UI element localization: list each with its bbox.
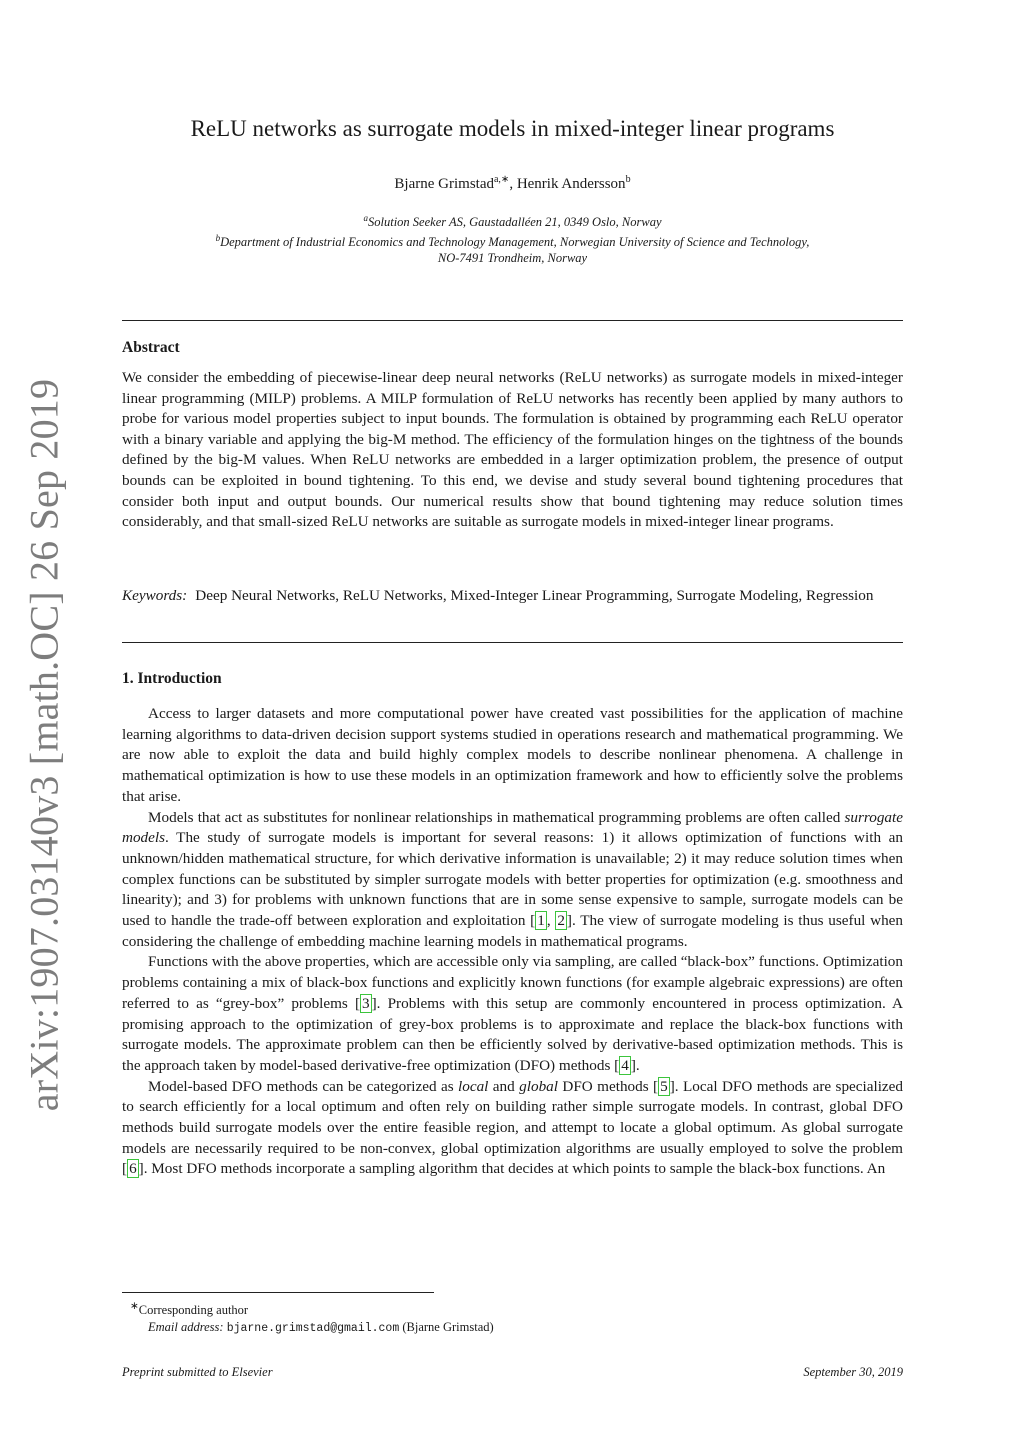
author-list: Bjarne Grimstad$^{a,∗}$, Henrik Andersson$^b$ bbox=[394, 174, 631, 192]
footer-left: Preprint submitted to Elsevier bbox=[122, 1365, 273, 1379]
author-name: Henrik Andersson bbox=[516, 176, 626, 192]
citation-link[interactable]: 4 bbox=[621, 1056, 629, 1074]
keywords-label: Keywords: bbox=[122, 587, 188, 604]
arxiv-identifier-stamp: arXiv:1907.03140v3 [math.OC] 26 Sep 2019 bbox=[21, 378, 67, 1112]
keywords-text: Deep Neural Networks, ReLU Networks, Mixed-Integer Linear Programming, Surrogate Modeling, Regression bbox=[195, 587, 874, 604]
footer-date: September 30, 2019 bbox=[803, 1365, 903, 1379]
affiliations bbox=[122, 210, 903, 266]
page-footer bbox=[122, 1365, 903, 1380]
introduction-body bbox=[122, 704, 903, 1180]
citation-link[interactable]: 6 bbox=[129, 1160, 137, 1178]
author-marks: b bbox=[625, 174, 631, 185]
citation-link[interactable]: 1 bbox=[537, 912, 545, 930]
paragraph: Models that act as substitutes for nonlinear relationships in mathematical programming problems are often called surrogate models. The study of surrogate models is important for several reasons: 1) it allows optimization of functions with an unknown/hidden mathematical structure, for which derivative information is unavailable; 2) it may reduce solution times when complex functions can be substituted by simpler surrogate models with better properties for optimization (e.g. smoothness and linearity); and 3) for problems with unknown functions that are in some sense expensive to sample, surrogate models can be used to handle the trade-off between exploration and exploitation [ 1 , 2 ]. The view of surrogate modeling is thus useful when considering the challenge of embedding machine learning models in mathematical programs. bbox=[122, 808, 904, 950]
paper-title: ReLU networks as surrogate models in mixed-integer linear programs bbox=[190, 116, 835, 141]
footnote-corresponding: ∗Corresponding author bbox=[130, 1301, 249, 1318]
affiliation-b-continued: NO-7491 Trondheim, Norway bbox=[437, 251, 588, 266]
citation-link[interactable]: 2 bbox=[557, 912, 565, 930]
affiliation-b: $^b$Department of Industrial Economics and Technology Management, Norwegian University of Science and Technology, bbox=[215, 233, 810, 250]
affiliation-a: $^a$Solution Seeker AS, Gaustadalléen 21, 0349 Oslo, Norway bbox=[363, 213, 662, 230]
footnote-email: Email address: bjarne.grimstad@gmail.com (Bjarne Grimstad) bbox=[148, 1320, 494, 1336]
top-rule bbox=[122, 320, 903, 321]
footnotes bbox=[122, 1298, 903, 1337]
email-link[interactable]: bjarne.grimstad@gmail.com bbox=[226, 1322, 400, 1336]
bottom-rule bbox=[122, 642, 903, 643]
citation-link[interactable]: 5 bbox=[660, 1077, 668, 1095]
keywords bbox=[122, 586, 903, 607]
section-heading-introduction: 1. Introduction bbox=[122, 670, 222, 687]
paragraph: Access to larger datasets and more computational power have created vast possibilities for the application of machine learning algorithms to data-driven decision support systems studied in operations research and mathematical programming. We are now able to exploit the data and build highly complex models to describe nonlinear phenomena. A challenge in mathematical optimization is how to use these models in an optimization framework and how to efficiently solve the problems that arise. bbox=[122, 705, 903, 805]
paragraph: Functions with the above properties, which are accessible only via sampling, are called “black-box” functions. Optimization problems containing a mix of black-box functions and explicitly known functions (for example algebraic expressions) are often referred to as “grey-box” problems [ 3 ]. Problems with this setup are commonly encountered in process optimization. A promising approach to the optimization of grey-box problems is to approximate and replace the black-box functions with surrogate models. The approximate problem can then be efficiently solved by derivative-based optimization methods. This is the approach taken by model-based derivative-free optimization (DFO) methods [ 4 ]. bbox=[122, 953, 903, 1074]
footnote-rule bbox=[122, 1292, 434, 1293]
author-marks: a,∗ bbox=[493, 174, 510, 185]
abstract-text: We consider the embedding of piecewise-linear deep neural networks (ReLU networks) as surrogate models in mixed-integer linear programming (MILP) problems. A MILP formulation of ReLU networks has recently been applied by many authors to probe for various model properties subject to input bounds. The formulation is obtained by programming each ReLU operator with a binary variable and applying the big-M method. The efficiency of the formulation hinges on the tightness of the bounds defined by the big-M values. When ReLU networks are embedded in a larger optimization problem, the presence of output bounds can be exploited in bound tightening. To this end, we devise and study several bound tightening procedures that consider both input and output bounds. Our numerical results show that bound tightening may reduce solution times considerably, and that small-sized ReLU networks are suitable as surrogate models in mixed-integer linear programs. bbox=[122, 369, 903, 531]
author-name: Bjarne Grimstad bbox=[394, 176, 494, 192]
citation-link[interactable]: 3 bbox=[362, 994, 370, 1012]
abstract-heading: Abstract bbox=[122, 339, 180, 356]
paragraph: Model-based DFO methods can be categorized as local and global DFO methods [ 5 ]. Local DFO methods are specialized to search efficiently for a local optimum and often rely on building rather simple surrogate models. In contrast, global DFO methods build surrogate models over the entire feasible region, and attempt to locate a global optimum. As global surrogate models are necessarily required to be non-convex, global optimization algorithms are usually employed to solve the problem [ 6 ]. Most DFO methods incorporate a sampling algorithm that decides at which points to sample the black-box functions. An bbox=[122, 1077, 904, 1178]
